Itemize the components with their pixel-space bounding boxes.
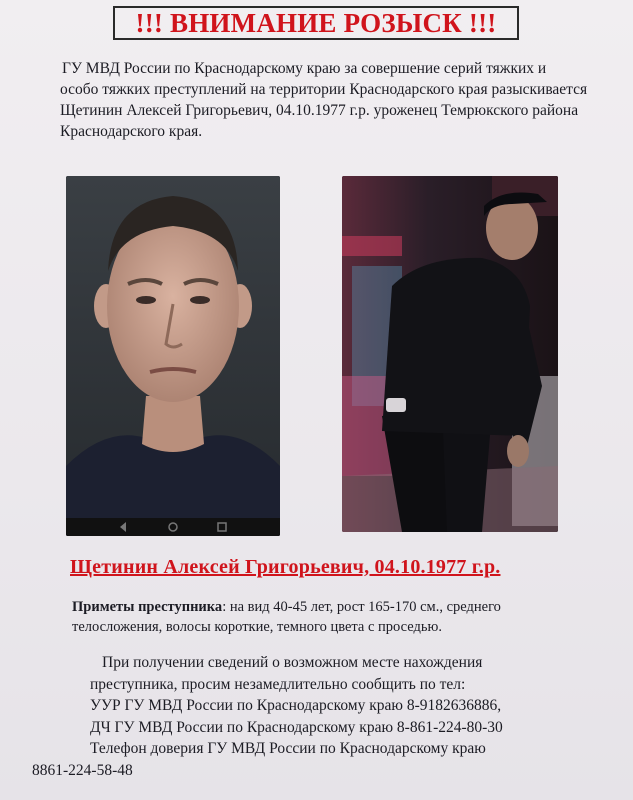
mugshot-photo: [66, 176, 280, 536]
contact-phone-dch: ДЧ ГУ МВД России по Краснодарскому краю 8-861-224-80-30: [90, 718, 503, 736]
poster-title: !!! ВНИМАНИЕ РОЗЫСК !!!: [113, 6, 519, 40]
description-line: телосложения, волосы короткие, темного цвета с проседью.: [72, 619, 442, 635]
intro-line: ГУ МВД России по Краснодарскому краю за совершение серий тяжких и: [62, 60, 547, 77]
intro-line: Щетинин Алексей Григорьевич, 04.10.1977 г.р. уроженец Темрюкского района: [60, 102, 579, 119]
surveillance-photo: [342, 176, 558, 532]
description-text: : на вид 40-45 лет, рост 165-170 см., среднего: [222, 599, 501, 615]
contact-hotline-label: Телефон доверия ГУ МВД России по Краснодарскому краю: [90, 740, 486, 757]
suspect-name: Щетинин Алексей Григорьевич, 04.10.1977 г.р.: [70, 556, 501, 578]
intro-line: особо тяжких преступлений на территории Краснодарского края разыскивается: [60, 81, 588, 98]
contact-section: [32, 652, 580, 781]
suspect-description: [72, 597, 592, 637]
contact-hotline-phone: 8861-224-58-48: [32, 761, 133, 779]
fullbody-image: [342, 176, 558, 532]
contact-line: При получении сведений о возможном месте нахождения: [102, 654, 483, 671]
description-label: Приметы преступника: [72, 599, 223, 615]
intro-line: Краснодарского края.: [60, 123, 203, 140]
intro-paragraph: [60, 58, 588, 142]
contact-phone-uur: УУР ГУ МВД России по Краснодарскому краю 8-9182636886,: [90, 697, 502, 714]
description-line: [72, 597, 592, 617]
portrait-image: [66, 176, 280, 536]
contact-line: преступника, просим незамедлительно сообщить по тел:: [90, 675, 466, 693]
